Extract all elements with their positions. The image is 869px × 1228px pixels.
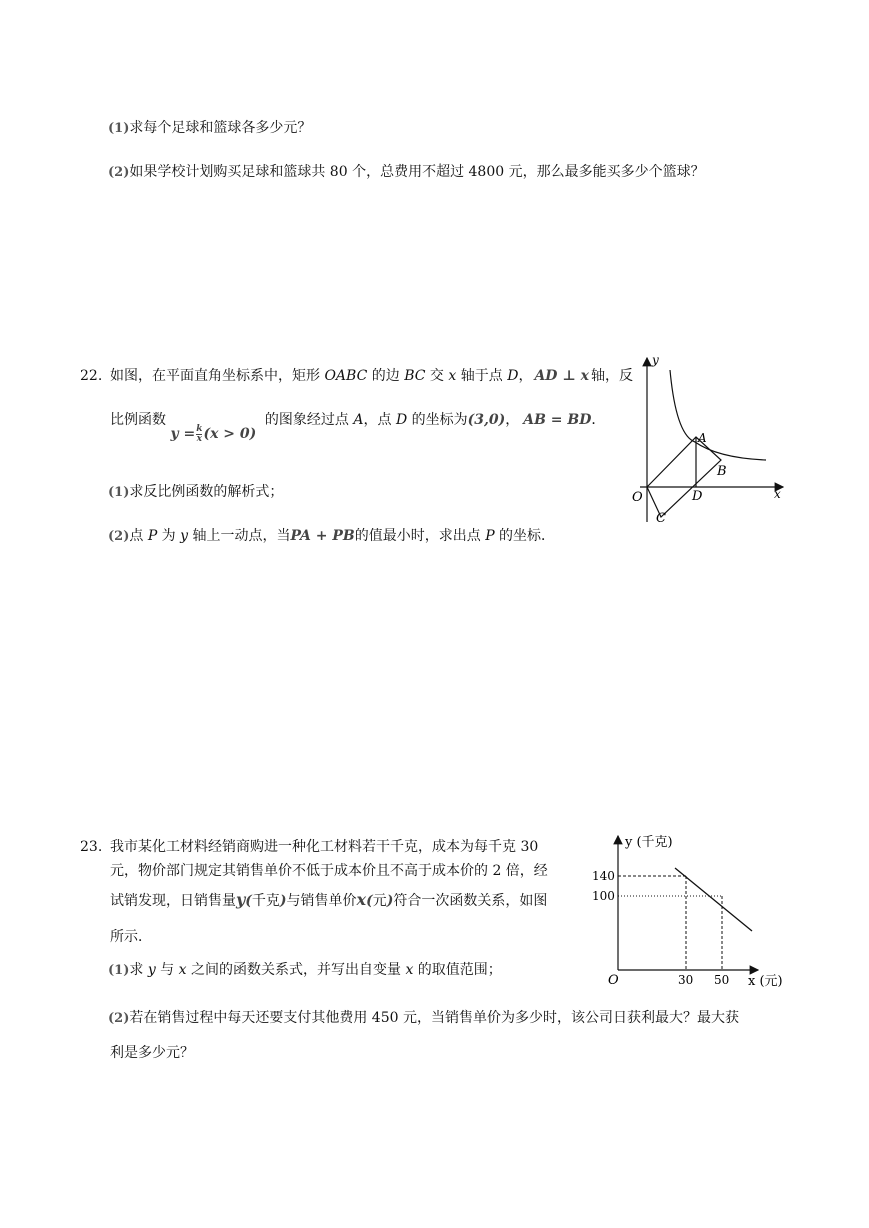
point: D (395, 412, 408, 428)
q21-part1 (108, 118, 311, 139)
y-axis-label: y (652, 353, 659, 367)
text: 交 (425, 368, 449, 384)
var: x (178, 962, 187, 978)
q23-line1: 我市某化工材料经销商购进一种化工材料若干千克，成本为每千克 30 (110, 839, 539, 855)
q22-number: 22. (80, 368, 103, 384)
math-expr: y = (170, 426, 196, 442)
point-c-label: C (656, 511, 666, 526)
text: 的值最小时，求出点 (354, 528, 486, 544)
text: 符合一次函数关系，如图 (393, 893, 548, 909)
math-expr: PA + PB (290, 528, 355, 544)
text: 试销发现，日销售量 (110, 893, 236, 909)
text: 的坐标． (494, 528, 556, 544)
q23-number: 23. (80, 839, 103, 855)
part-text: 若在销售过程中每天还要支付其他费用 450 元，当销售单价为多少时，该公司日获利最大？最大获 (129, 1010, 739, 1026)
q23-figure (590, 828, 800, 988)
rect-name: OABC (324, 368, 368, 384)
text: 轴于点 (456, 368, 508, 384)
q21-part2 (108, 162, 705, 183)
text: ， (518, 368, 533, 384)
var: y (180, 528, 189, 544)
text: 求 (129, 962, 148, 978)
point-o-label: O (632, 490, 643, 505)
q23-part1 (108, 960, 502, 981)
part-number: (2) (108, 1011, 130, 1026)
math-expr: (3,0) (467, 412, 506, 428)
math-expr: AD ⊥ x (534, 368, 589, 384)
var: x (356, 890, 367, 909)
origin-label: O (608, 973, 619, 988)
part-number: (1) (108, 963, 130, 978)
q23-line2: 元，物价部门规定其销售单价不低于成本价且不高于成本价的 2 倍，经 (110, 863, 548, 879)
function-expr (170, 424, 260, 444)
part-text: 如果学校计划购买足球和篮球共 80 个，总费用不超过 4800 元，那么最多能买多少个篮球？ (129, 164, 705, 180)
var: y (236, 890, 246, 909)
text: ，点 (363, 412, 396, 428)
part-number: (2) (108, 529, 130, 544)
denominator: x (196, 433, 203, 444)
y-tick-label: 140 (592, 869, 615, 883)
paren: ( (245, 893, 252, 909)
q23-line3 (110, 890, 547, 911)
hyperbola-curve (670, 370, 766, 460)
q22-line2 (110, 410, 605, 446)
text: ． (591, 412, 606, 428)
q22-line1 (110, 366, 633, 386)
point: D (507, 368, 519, 384)
unit: 元 (372, 893, 387, 909)
y-tick-label: 100 (592, 889, 615, 903)
point-d-label: D (692, 489, 703, 504)
text: 之间的函数关系式，并写出自变量 (186, 962, 406, 978)
paren: ) (386, 893, 394, 909)
part-number: (1) (108, 121, 130, 136)
text: 的图象经过点 (264, 412, 354, 428)
var: x (405, 962, 414, 978)
text: 与销售单价 (286, 893, 357, 909)
part-text: 求反比例函数的解析式； (129, 484, 284, 500)
part-number: (2) (108, 165, 130, 180)
text: 为 (157, 528, 181, 544)
fraction (196, 425, 202, 444)
function-line (675, 868, 752, 931)
x-axis-label: x (774, 487, 781, 501)
x-tick-label: 30 (678, 973, 694, 987)
paren: ( (366, 893, 373, 909)
text: 点 (129, 528, 148, 544)
point: P (147, 528, 158, 544)
text: 的取值范围； (413, 962, 502, 978)
q23-part2 (108, 1008, 739, 1029)
x-tick-label: 50 (714, 973, 730, 987)
var: x (448, 368, 457, 384)
q23-part2-cont: 利是多少元？ (110, 1045, 194, 1061)
q22-figure (628, 350, 788, 530)
y-axis-label: y (千克) (625, 835, 673, 850)
math-expr: (x > 0) (203, 426, 257, 442)
q22-part1 (108, 482, 283, 503)
q22-part2 (108, 526, 555, 547)
x-axis-label: x (元) (748, 974, 783, 988)
text: ， (505, 412, 520, 428)
point-a-label: A (698, 431, 707, 445)
text: 的边 (367, 368, 405, 384)
unit: 千克 (251, 893, 280, 909)
part-text: 求每个足球和篮球各多少元？ (129, 120, 312, 136)
text: 比例函数 (110, 412, 166, 428)
point: P (485, 528, 495, 544)
point-b-label: B (717, 464, 727, 479)
text: 的坐标为 (407, 412, 468, 428)
var: y (147, 962, 156, 978)
numerator: k (196, 423, 203, 434)
side-name: BC (404, 368, 426, 384)
paren: ) (279, 893, 287, 909)
text: 轴上一动点，当 (188, 528, 291, 544)
q23-line4: 所示． (110, 929, 152, 945)
text: 如图，在平面直角坐标系中，矩形 (110, 368, 325, 384)
text: 轴，反 (590, 368, 633, 384)
part-number: (1) (108, 485, 130, 500)
point: A (353, 412, 364, 428)
math-expr: AB = BD (523, 412, 592, 428)
rectangle-oabc (647, 437, 721, 517)
text: 与 (155, 962, 179, 978)
